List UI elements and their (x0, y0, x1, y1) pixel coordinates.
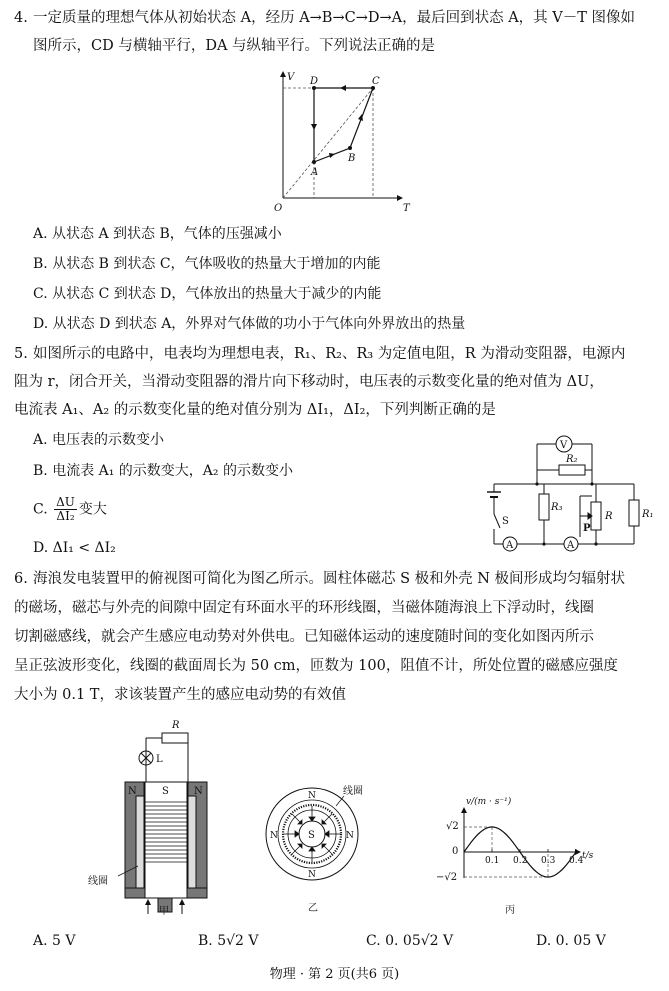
q6-number: 6. (14, 571, 28, 587)
t-axis-label: T (403, 203, 410, 214)
jia-s-label: S (162, 786, 169, 797)
figure-jia (88, 716, 228, 916)
q5-option-d[interactable]: D. ΔI₁ < ΔI₂ (33, 540, 116, 556)
figure-yi (264, 786, 374, 916)
bing-ymax-label: √2 (446, 821, 459, 832)
point-b-label: B (348, 153, 356, 164)
yi-caption: 乙 (308, 903, 318, 914)
q6-option-b[interactable]: B. 5√2 V (198, 933, 259, 949)
q6-stem-line4: 呈正弦波形变化，线圈的截面周长为 50 cm，匝数为 100，阻值不计，所处位置的磁感应强度 (14, 658, 618, 674)
q6-stem-line5: 大小为 0.1 T，求该装置产生的感应电动势的有效值 (14, 687, 346, 703)
jia-caption: 甲 (159, 906, 169, 917)
bing-data-point (547, 876, 548, 877)
page-footer: 物理 · 第 2 页(共6 页) (269, 967, 400, 982)
frac-numerator: ΔU (56, 495, 75, 509)
bing-data-point (561, 869, 562, 870)
q6-stem-line1: 海浪发电装置甲的俯视图可简化为图乙所示。圆柱体磁芯 S 极和外壳 N 极间形成均匀辐射状 (33, 571, 626, 587)
jia-n1-label: N (128, 786, 137, 797)
q4-option-b[interactable]: B. 从状态 B 到状态 C，气体吸收的热量大于增加的内能 (33, 256, 381, 272)
yi-n-label: N (308, 791, 316, 801)
bing-data-point (533, 869, 534, 870)
bing-ymin-label: −√2 (436, 872, 458, 883)
bing-xlabel: t/s (582, 851, 594, 861)
q4-number: 4. (14, 10, 28, 26)
yi-n-label: N (270, 831, 278, 841)
jia-r-label: R (172, 720, 180, 731)
bing-x-tick-label: 0.4 (569, 856, 584, 866)
bing-x-tick-label: 0.2 (513, 856, 528, 866)
switch-label: S (502, 516, 509, 527)
point-d-label: D (310, 76, 319, 87)
ammeter-a1-label: A (506, 540, 514, 551)
bing-ylabel: v/(m · s⁻¹) (466, 797, 512, 807)
q5-option-b[interactable]: B. 电流表 A₁ 的示数变大，A₂ 的示数变小 (33, 463, 293, 479)
bing-zero-label: 0 (452, 846, 459, 857)
vt-graph (270, 66, 420, 216)
r3-label: R₃ (551, 502, 563, 513)
q6-option-d[interactable]: D. 0. 05 V (536, 933, 606, 949)
yi-coil-label: 线圈 (343, 786, 363, 797)
voltmeter-label: V (560, 440, 568, 451)
q5-option-a[interactable]: A. 电压表的示数变小 (33, 432, 165, 448)
point-c-label: C (372, 76, 380, 87)
q6-stem-line2: 的磁场，磁芯与外壳的间隙中固定有环面水平的环形线圈，当磁体随海浪上下浮动时，线圈 (14, 600, 594, 616)
r-label: R (605, 511, 613, 522)
bing-x-tick-label: 0.1 (485, 856, 500, 866)
bing-x-tick-label: 0.3 (541, 856, 556, 866)
point-a-label: A (311, 167, 319, 178)
q5-option-c[interactable] (33, 496, 107, 523)
q5-stem-line3: 电流表 A₁、A₂ 的示数变化量的绝对值分别为 ΔI₁，ΔI₂，下列判断正确的是 (14, 402, 496, 418)
q5-stem-line2: 阻为 r，闭合开关，当滑动变阻器的滑片向下移动时，电压表的示数变化量的绝对值为 ΔU， (14, 374, 604, 390)
origin-label: O (274, 203, 283, 214)
q4-option-d[interactable]: D. 从状态 D 到状态 A，外界对气体做的功小于气体向外界放出的热量 (33, 316, 466, 332)
q5-option-c-prefix: C. (33, 501, 48, 518)
bing-data-point (463, 851, 464, 852)
q5-option-c-suffix: 变大 (78, 501, 107, 518)
q5-option-c-fraction (54, 496, 77, 523)
ammeter-a2-label: A (567, 540, 575, 551)
bing-data-point (491, 826, 492, 827)
yi-s-label: S (308, 830, 315, 841)
figure-bing-chart (428, 792, 618, 917)
v-axis-label: V (287, 72, 295, 83)
q5-number: 5. (14, 346, 28, 362)
q4-option-a[interactable]: A. 从状态 A 到状态 B，气体的压强减小 (33, 226, 282, 242)
frac-denominator: ΔI₂ (56, 509, 75, 523)
bing-caption: 丙 (505, 905, 515, 916)
q6-stem-line3: 切割磁感线，就会产生感应电动势对外供电。已知磁体运动的速度随时间的变化如图丙所示 (14, 629, 594, 645)
yi-n-label: N (308, 870, 316, 880)
r2-label: R₂ (566, 454, 578, 465)
bing-data-point (477, 834, 478, 835)
q4-option-c[interactable]: C. 从状态 C 到状态 D，气体放出的热量大于减少的内能 (33, 286, 382, 302)
jia-n2-label: N (194, 786, 203, 797)
yi-n-label: N (346, 831, 354, 841)
q6-option-a[interactable]: A. 5 V (33, 933, 76, 949)
q5-stem-line1: 如图所示的电路中，电表均为理想电表，R₁、R₂、R₃ 为定值电阻，R 为滑动变阻器，电源内 (33, 346, 626, 362)
slider-label: P (583, 523, 591, 534)
bing-data-point (505, 834, 506, 835)
r1-label: R₁ (642, 509, 654, 520)
jia-lamp-label: L (156, 754, 163, 765)
q6-option-c[interactable]: C. 0. 05√2 V (366, 933, 454, 949)
q4-stem-line1: 一定质量的理想气体从初始状态 A，经历 A→B→C→D→A，最后回到状态 A，其 V－T 图像如 (33, 10, 636, 26)
circuit-diagram (484, 432, 664, 560)
q4-stem-line2: 图所示，CD 与横轴平行，DA 与纵轴平行。下列说法正确的是 (33, 38, 436, 54)
jia-coil-label: 线圈 (88, 876, 108, 887)
